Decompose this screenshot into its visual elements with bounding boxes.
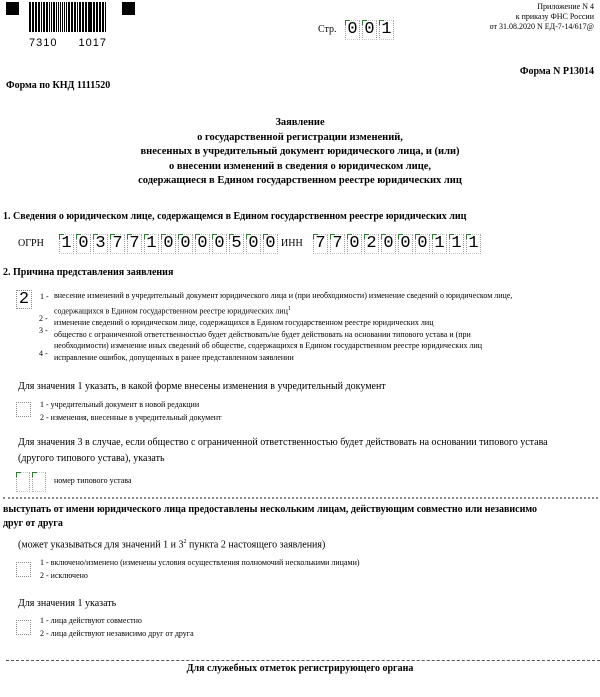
inn-digit[interactable]: 2 — [364, 234, 379, 254]
ogrn-digit[interactable]: 7 — [110, 234, 125, 254]
document-title: Заявление о государственной регистрации изменений, внесенных в учредительный документ юридического лица, и (или) о внесении изменений в сведения о юридическом лице, содержащиеся в Едином государственном реестре юридических лиц — [138, 117, 462, 186]
barcode-bar — [56, 2, 57, 32]
page-digit[interactable]: 0 — [345, 20, 360, 40]
appendix-note: Приложение N 4 к приказу ФНС России от 31.08.2020 N ЕД-7-14/617@ — [489, 2, 594, 31]
barcode-bar — [33, 2, 34, 32]
barcode-bar — [43, 2, 44, 32]
inn-digit[interactable]: 0 — [415, 234, 430, 254]
barcode-bar — [93, 2, 94, 32]
joint-heading: выступать от имени юридического лица предоставлены нескольким лицам, действующим совместно или независимо друг от друга — [3, 504, 538, 529]
ogrn-digit[interactable]: 0 — [161, 234, 176, 254]
ogrn-digit[interactable]: 0 — [263, 234, 278, 254]
barcode-bar — [44, 2, 45, 32]
inn-digit[interactable]: 1 — [466, 234, 481, 254]
reason-option: 3 - общество с ограниченной ответственностью будет действовать/не будет действовать на основании типового устава и (при необходимости) изменение иных сведений об обществе, содержащихся в Едином государственном реестре юридических лиц — [39, 326, 483, 350]
footer-divider — [6, 660, 600, 661]
page-digit[interactable]: 0 — [362, 20, 377, 40]
inn-digit[interactable]: 1 — [449, 234, 464, 254]
barcode-bar — [66, 2, 68, 32]
value1-options: 1 - лица действуют совместно 2 - лица действуют независимо друг от друга — [40, 616, 194, 638]
form-number: Форма N Р13014 — [519, 66, 594, 77]
ogrn-digit[interactable]: 5 — [229, 234, 244, 254]
barcode — [29, 2, 107, 32]
ogrn-digit[interactable]: 0 — [195, 234, 210, 254]
section1-heading: 1. Сведения о юридическом лице, содержащемся в Едином государственном реестре юридических лиц — [3, 211, 467, 222]
barcode-number: 7310 1017 — [29, 37, 107, 49]
barcode-bar — [72, 2, 73, 32]
charter-digit[interactable] — [32, 472, 46, 492]
section2-heading: 2. Причина представления заявления — [3, 267, 174, 278]
inn-digit[interactable]: 1 — [432, 234, 447, 254]
form-type-options: 1 - учредительный документ в новой редакции 2 - изменения, внесенные в учредительный документ — [40, 400, 222, 422]
barcode-bar — [85, 2, 87, 32]
reason-option: 4 - исправление ошибок, допущенных в ранее представленном заявлении — [39, 349, 294, 362]
barcode-bar — [60, 2, 62, 32]
barcode-bar — [102, 2, 104, 32]
ogrn-digit[interactable]: 7 — [127, 234, 142, 254]
ogrn-digit[interactable]: 0 — [76, 234, 91, 254]
page-digit[interactable]: 1 — [379, 20, 394, 40]
barcode-bar — [49, 2, 51, 32]
charter-label: номер типового устава — [54, 476, 132, 485]
barcode-bar — [96, 2, 98, 32]
barcode-bar — [32, 2, 33, 32]
ogrn-digit[interactable]: 0 — [246, 234, 261, 254]
value1-label: Для значения 1 указать — [18, 598, 117, 609]
barcode-bar — [51, 2, 52, 32]
inn-label: ИНН — [281, 238, 303, 249]
barcode-bar — [58, 2, 59, 32]
barcode-bar — [105, 2, 107, 32]
joint-hint: (может указываться для значений 1 и $3^2$ пункта 2 настоящего заявления) — [18, 539, 326, 551]
barcode-bar — [68, 2, 70, 32]
ogrn-label: ОГРН — [18, 238, 44, 249]
barcode-bar — [100, 2, 101, 32]
reason-option: 2 - изменение сведений о юридическом лице, содержащихся в Едином государственном реестре юридических лиц — [39, 314, 434, 327]
barcode-bar — [94, 2, 95, 32]
barcode-bar — [64, 2, 65, 32]
registration-mark-right — [122, 2, 135, 15]
barcode-bar — [41, 2, 42, 32]
inn-digit[interactable]: 0 — [381, 234, 396, 254]
barcode-bar — [53, 2, 55, 32]
barcode-bar — [77, 2, 78, 32]
reason-code-field[interactable]: 2 — [16, 290, 32, 309]
barcode-bar — [82, 2, 83, 32]
page-number-cells — [345, 20, 396, 40]
barcode-bar — [62, 2, 63, 32]
barcode-bar — [71, 2, 72, 32]
inn-digit[interactable]: 0 — [347, 234, 362, 254]
ogrn-digit[interactable]: 0 — [212, 234, 227, 254]
form-type-checkbox[interactable] — [16, 402, 31, 417]
barcode-bar — [88, 2, 89, 32]
cut-off-text — [3, 496, 598, 500]
charter-digit[interactable] — [16, 472, 30, 492]
ogrn-digit[interactable]: 1 — [59, 234, 74, 254]
page-label: Стр. — [318, 24, 337, 35]
barcode-bar — [35, 2, 37, 32]
inn-digit[interactable]: 0 — [398, 234, 413, 254]
form-question: Для значения 1 указать, в какой форме внесены изменения в учредительный документ — [18, 381, 386, 392]
barcode-bar — [83, 2, 84, 32]
reason-option: 1 - внесение изменений в учредительный документ юридического лица и (при необходимости) изменение сведений о юридическом лице, содержащихся в Едином государственном реестре юридических лиц$^1$ — [40, 291, 513, 316]
inn-cells — [313, 234, 483, 254]
ogrn-cells — [59, 234, 280, 254]
joint-options: 1 - включено/изменено (изменены условия осуществления полномочий несколькими лицами) 2 - исключено — [40, 558, 360, 580]
registration-mark-left — [6, 2, 19, 15]
barcode-bar — [38, 2, 40, 32]
footer-label: Для служебных отметок регистрирующего органа — [186, 663, 414, 674]
ogrn-digit[interactable]: 1 — [144, 234, 159, 254]
reason-options — [40, 290, 595, 364]
ogrn-digit[interactable]: 3 — [93, 234, 108, 254]
charter-number-cells — [16, 472, 48, 492]
barcode-bar — [79, 2, 81, 32]
charter-question: Для значения 3 в случае, если общество с ограниченной ответственностью будет действовать на основании типового устава (другого типового устава), указать — [18, 437, 548, 464]
barcode-bar — [46, 2, 48, 32]
inn-digit[interactable]: 7 — [313, 234, 328, 254]
knd-code: Форма по КНД 1111520 — [6, 80, 111, 91]
barcode-bar — [74, 2, 76, 32]
barcode-bar — [89, 2, 91, 32]
inn-digit[interactable]: 7 — [330, 234, 345, 254]
value1-checkbox[interactable] — [16, 620, 31, 635]
barcode-bar — [29, 2, 31, 32]
barcode-bar — [99, 2, 100, 32]
ogrn-digit[interactable]: 0 — [178, 234, 193, 254]
joint-checkbox[interactable] — [16, 562, 31, 577]
